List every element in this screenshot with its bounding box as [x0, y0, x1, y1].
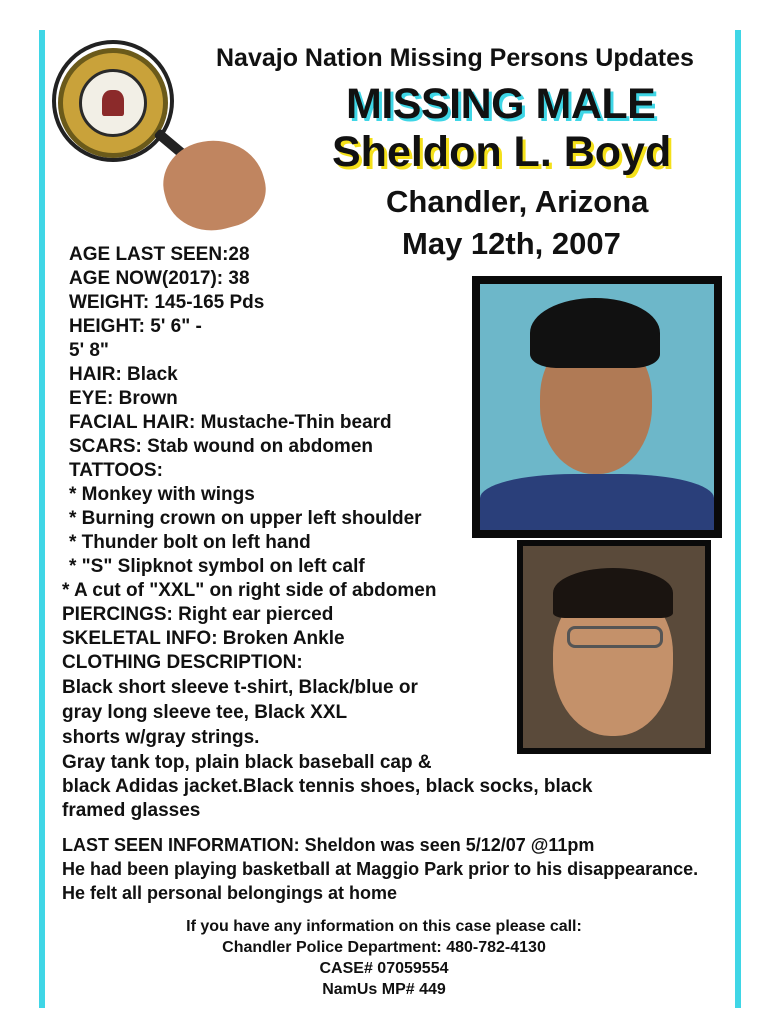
detail-line: PIERCINGS: Right ear pierced	[62, 604, 334, 625]
detail-line: gray long sleeve tee, Black XXL	[62, 702, 348, 723]
detail-line: AGE LAST SEEN:28	[69, 244, 250, 265]
footer-call-prompt: If you have any information on this case please call:	[186, 918, 582, 935]
detail-line: framed glasses	[62, 800, 201, 821]
detail-line: HEIGHT: 5' 6" -	[69, 316, 202, 337]
detail-line: TATTOOS:	[69, 460, 163, 481]
detail-line: WEIGHT: 145-165 Pds	[69, 292, 265, 313]
detail-line: * Burning crown on upper left shoulder	[69, 508, 422, 529]
detail-line: Black short sleeve t-shirt, Black/blue or	[62, 677, 418, 698]
footer-namus-number: NamUs MP# 449	[322, 981, 446, 998]
missing-status-title: MISSING MALE	[346, 80, 656, 128]
detail-line: * Thunder bolt on left hand	[69, 532, 311, 553]
footer-phone: Chandler Police Department: 480-782-4130	[222, 939, 546, 956]
detail-line: AGE NOW(2017): 38	[69, 268, 250, 289]
person-photo-primary	[472, 276, 722, 538]
last-seen-line: He had been playing basketball at Maggio Park prior to his disappearance.	[62, 859, 699, 879]
magnifier-lens	[52, 40, 174, 162]
person-name: Sheldon L. Boyd	[332, 128, 672, 176]
right-border-stripe	[735, 30, 741, 1008]
detail-line: HAIR: Black	[69, 364, 178, 385]
last-location: Chandler, Arizona	[386, 184, 649, 219]
person-photo-secondary	[517, 540, 711, 754]
org-header: Navajo Nation Missing Persons Updates	[216, 44, 694, 72]
detail-line: SCARS: Stab wound on abdomen	[69, 436, 373, 457]
detail-line: black Adidas jacket.Black tennis shoes, black socks, black	[62, 776, 593, 797]
last-seen-line: LAST SEEN INFORMATION: Sheldon was seen 5/12/07 @11pm	[62, 835, 595, 855]
detail-line: * Monkey with wings	[69, 484, 255, 505]
detail-line: 5' 8"	[69, 340, 109, 361]
detail-line: SKELETAL INFO: Broken Ankle	[62, 628, 345, 649]
left-border-stripe	[39, 30, 45, 1008]
detail-line: * "S" Slipknot symbol on left calf	[69, 556, 365, 577]
detail-line: Gray tank top, plain black baseball cap &	[62, 752, 432, 773]
detail-line: shorts w/gray strings.	[62, 727, 260, 748]
footer-case-number: CASE# 07059554	[319, 960, 449, 977]
detail-line: * A cut of "XXL" on right side of abdomen	[62, 580, 437, 601]
detail-line: EYE: Brown	[69, 388, 178, 409]
missing-date: May 12th, 2007	[402, 226, 621, 261]
detail-line: CLOTHING DESCRIPTION:	[62, 652, 303, 673]
last-seen-line: He felt all personal belongings at home	[62, 883, 398, 903]
detail-line: FACIAL HAIR: Mustache-Thin beard	[69, 412, 392, 433]
